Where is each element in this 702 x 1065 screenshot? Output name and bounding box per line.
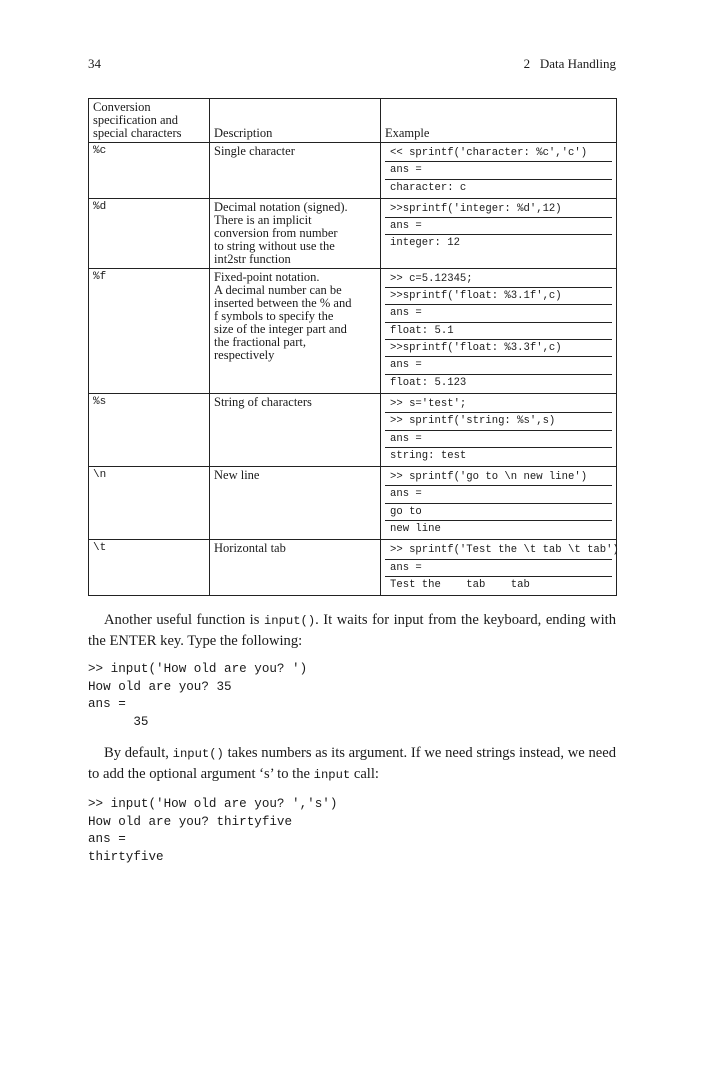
description-line: New line (214, 468, 260, 483)
description-line: Horizontal tab (214, 541, 286, 556)
description-cell (210, 268, 381, 393)
example-line: ans = (385, 430, 612, 447)
paragraph-text: By default, (104, 745, 173, 761)
header-example: Example (381, 99, 617, 143)
description-cell (210, 540, 381, 596)
code-block-input (88, 661, 307, 731)
spec-cell: %d (89, 198, 210, 268)
example-line: ans = (385, 304, 612, 321)
example-line: >> sprintf('go to \n new line') (390, 471, 588, 484)
example-line: ans = (385, 161, 612, 178)
example-cell (381, 268, 617, 393)
example-line: string: test (385, 447, 612, 464)
inline-code: input() (172, 747, 224, 761)
example-line: >>sprintf('float: %3.1f',c) (385, 287, 612, 304)
paragraph-text: Another useful function is (104, 612, 264, 628)
description-line: There is an implicit (214, 212, 312, 227)
paragraph-text: call: (350, 765, 379, 782)
paragraph-input-strings (88, 744, 616, 785)
example-line: character: c (385, 179, 612, 196)
header-description: Description (210, 99, 381, 143)
example-line: ans = (385, 356, 612, 373)
description-cell (210, 467, 381, 540)
table-row (89, 467, 617, 540)
code-line: >> input('How old are you? ') (88, 662, 308, 676)
example-cell (381, 393, 617, 466)
code-line: How old are you? 35 (88, 679, 232, 694)
example-line: ans = (385, 217, 612, 234)
header-spec-line: special characters (93, 126, 182, 140)
description-line: to string without use the (214, 238, 335, 253)
inline-code: input (313, 767, 351, 782)
example-line: >> c=5.12345; (390, 272, 473, 285)
code-line: 35 (88, 714, 149, 729)
code-line: >> input('How old are you? ','s') (88, 797, 338, 811)
example-line: ans = (385, 485, 612, 502)
table-row (89, 143, 617, 199)
description-line: conversion from number (214, 225, 338, 240)
table-row (89, 393, 617, 466)
description-cell (210, 143, 381, 199)
description-cell (210, 198, 381, 268)
inline-code: input() (263, 614, 316, 628)
description-line: Decimal notation (signed). (214, 199, 348, 214)
code-line: ans = (88, 832, 126, 847)
paragraph-input-intro (88, 611, 616, 651)
example-line: float: 5.1 (385, 322, 612, 339)
example-line: << sprintf('character: %c','c') (390, 147, 588, 159)
code-block-input-string (88, 796, 337, 866)
example-line: new line (385, 520, 612, 537)
example-line: ans = (385, 559, 612, 576)
description-line: respectively (214, 347, 275, 362)
table-header-row (89, 99, 617, 143)
example-line: float: 5.123 (385, 374, 612, 391)
description-line: f symbols to specify the (214, 308, 334, 323)
description-line: int2str function (214, 251, 291, 266)
example-line: >>sprintf('float: %3.3f',c) (385, 339, 612, 356)
example-line: Test the tab tab (385, 576, 612, 593)
example-line: go to (385, 503, 612, 520)
example-cell (381, 540, 617, 596)
example-line: >> sprintf('Test the \t tab \t tab') (390, 544, 619, 557)
spec-cell: \t (89, 540, 210, 596)
spec-cell: %f (89, 268, 210, 393)
table-row (89, 198, 617, 268)
table-row (89, 268, 617, 393)
spec-cell: %s (89, 393, 210, 466)
paragraph-text: takes numbers as its argument. If we need strings instead, we need to add the optional argument ‘s’ to the (88, 745, 616, 782)
example-cell (381, 198, 617, 268)
description-line: String of characters (214, 394, 312, 409)
description-cell (210, 393, 381, 466)
spec-cell: %c (89, 143, 210, 199)
example-line: >> sprintf('string: %s',s) (385, 412, 612, 429)
example-cell (381, 143, 617, 199)
description-line: A decimal number can be (214, 282, 342, 297)
header-spec (89, 99, 210, 143)
code-line: ans = (88, 697, 126, 712)
example-cell (381, 467, 617, 540)
example-line: >> s='test'; (390, 397, 467, 410)
description-line: the fractional part, (214, 334, 306, 349)
page-number: 34 (88, 56, 101, 71)
example-line: >>sprintf('integer: %d',12) (390, 202, 562, 215)
conversion-spec-table (88, 98, 617, 596)
header-spec-line: Conversion (93, 100, 151, 114)
chapter-title: 2 Data Handling (523, 56, 616, 71)
header-spec-line: specification and (93, 113, 179, 127)
spec-cell: \n (89, 467, 210, 540)
example-line: integer: 12 (385, 234, 612, 251)
code-line: How old are you? thirtyfive (88, 814, 293, 829)
table-row (89, 540, 617, 596)
description-line: Single character (214, 144, 295, 158)
running-head (88, 56, 616, 72)
description-line: size of the integer part and (214, 321, 347, 336)
paragraph-text: . It waits for input from the keyboard, ending with the ENTER key. Type the following: (88, 612, 617, 649)
description-line: inserted between the % and (214, 295, 352, 310)
description-line: Fixed-point notation. (214, 269, 320, 284)
code-line: thirtyfive (88, 849, 164, 864)
